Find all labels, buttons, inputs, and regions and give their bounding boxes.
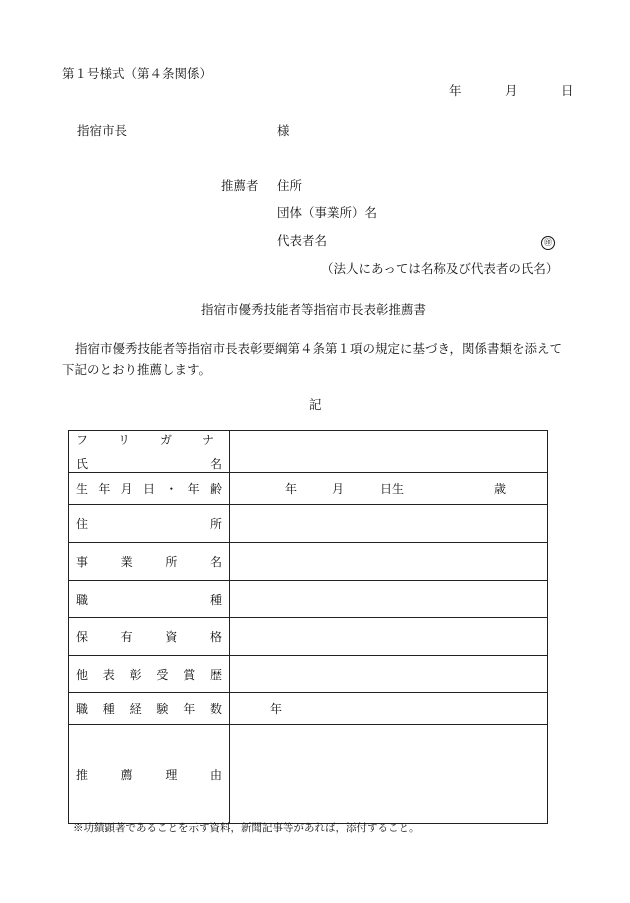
label-office: 事 業 所 名 [69,543,230,581]
table-row-address [69,505,548,543]
office-value[interactable] [230,543,548,581]
table-row-office [69,543,548,581]
document-title: 指宿市優秀技能者等指宿市長表彰推薦書 [201,302,427,317]
label-reason: 推 薦 理 由 [69,725,230,824]
table-row-awards [69,656,548,693]
recommender-label: 推薦者 [221,178,259,193]
table-row-birth [69,473,548,505]
birth-value[interactable]: 年 月 日生 歳 [230,473,548,505]
label-job: 職 種 [69,581,230,618]
experience-value[interactable] [230,693,548,725]
label-address: 住 所 [69,505,230,543]
label-awards: 他 表 彰 受 賞 歴 [69,656,230,693]
seal-icon: ㊞ [541,236,555,250]
form-number: 第１号様式（第４条関係） [62,66,213,81]
awards-value[interactable] [230,656,548,693]
label-qualification: 保 有 資 格 [69,618,230,656]
table-row-qualification [69,618,548,656]
table-row-job [69,581,548,618]
table-row-reason [69,725,548,824]
address-value[interactable] [230,505,548,543]
body-text: 指宿市優秀技能者等指宿市長表彰要綱第４条第１項の規定に基づき，関係書類を添えて下記のとおり推薦します。 [62,341,563,377]
label-name [69,431,230,473]
date-day: 日 [561,83,574,98]
recommendation-table [68,430,548,824]
recommender-address-label: 住所 [277,178,303,193]
footnote: ※功績顕著であることを示す資料，新聞記事等があれば，添付すること。 [73,822,420,834]
date-year: 年 [449,83,462,98]
recommender-org-label: 団体（事業所）名 [277,205,378,220]
furigana-label: フ リ ガ ナ [76,433,214,447]
recommender-rep-label: 代表者名 [277,233,328,248]
recommender-note: （法人にあっては名称及び代表者の氏名） [321,261,559,276]
ki-heading: 記 [309,397,322,412]
name-value[interactable] [230,431,548,473]
table-row-name [69,431,548,473]
seal-mark [541,235,555,250]
experience-unit: 年 [270,702,283,716]
date-line [449,85,574,98]
qualification-value[interactable] [230,618,548,656]
label-birth: 生 年 月 日 ・ 年 齢 [69,473,230,505]
job-value[interactable] [230,581,548,618]
name-label: 氏 名 [76,457,222,471]
addressee-honorific: 様 [277,123,290,138]
table-row-experience [69,693,548,725]
addressee-name: 指宿市長 [77,123,128,138]
date-month: 月 [505,83,518,98]
label-experience: 職 種 経 験 年 数 [69,693,230,725]
reason-value[interactable] [230,725,548,824]
